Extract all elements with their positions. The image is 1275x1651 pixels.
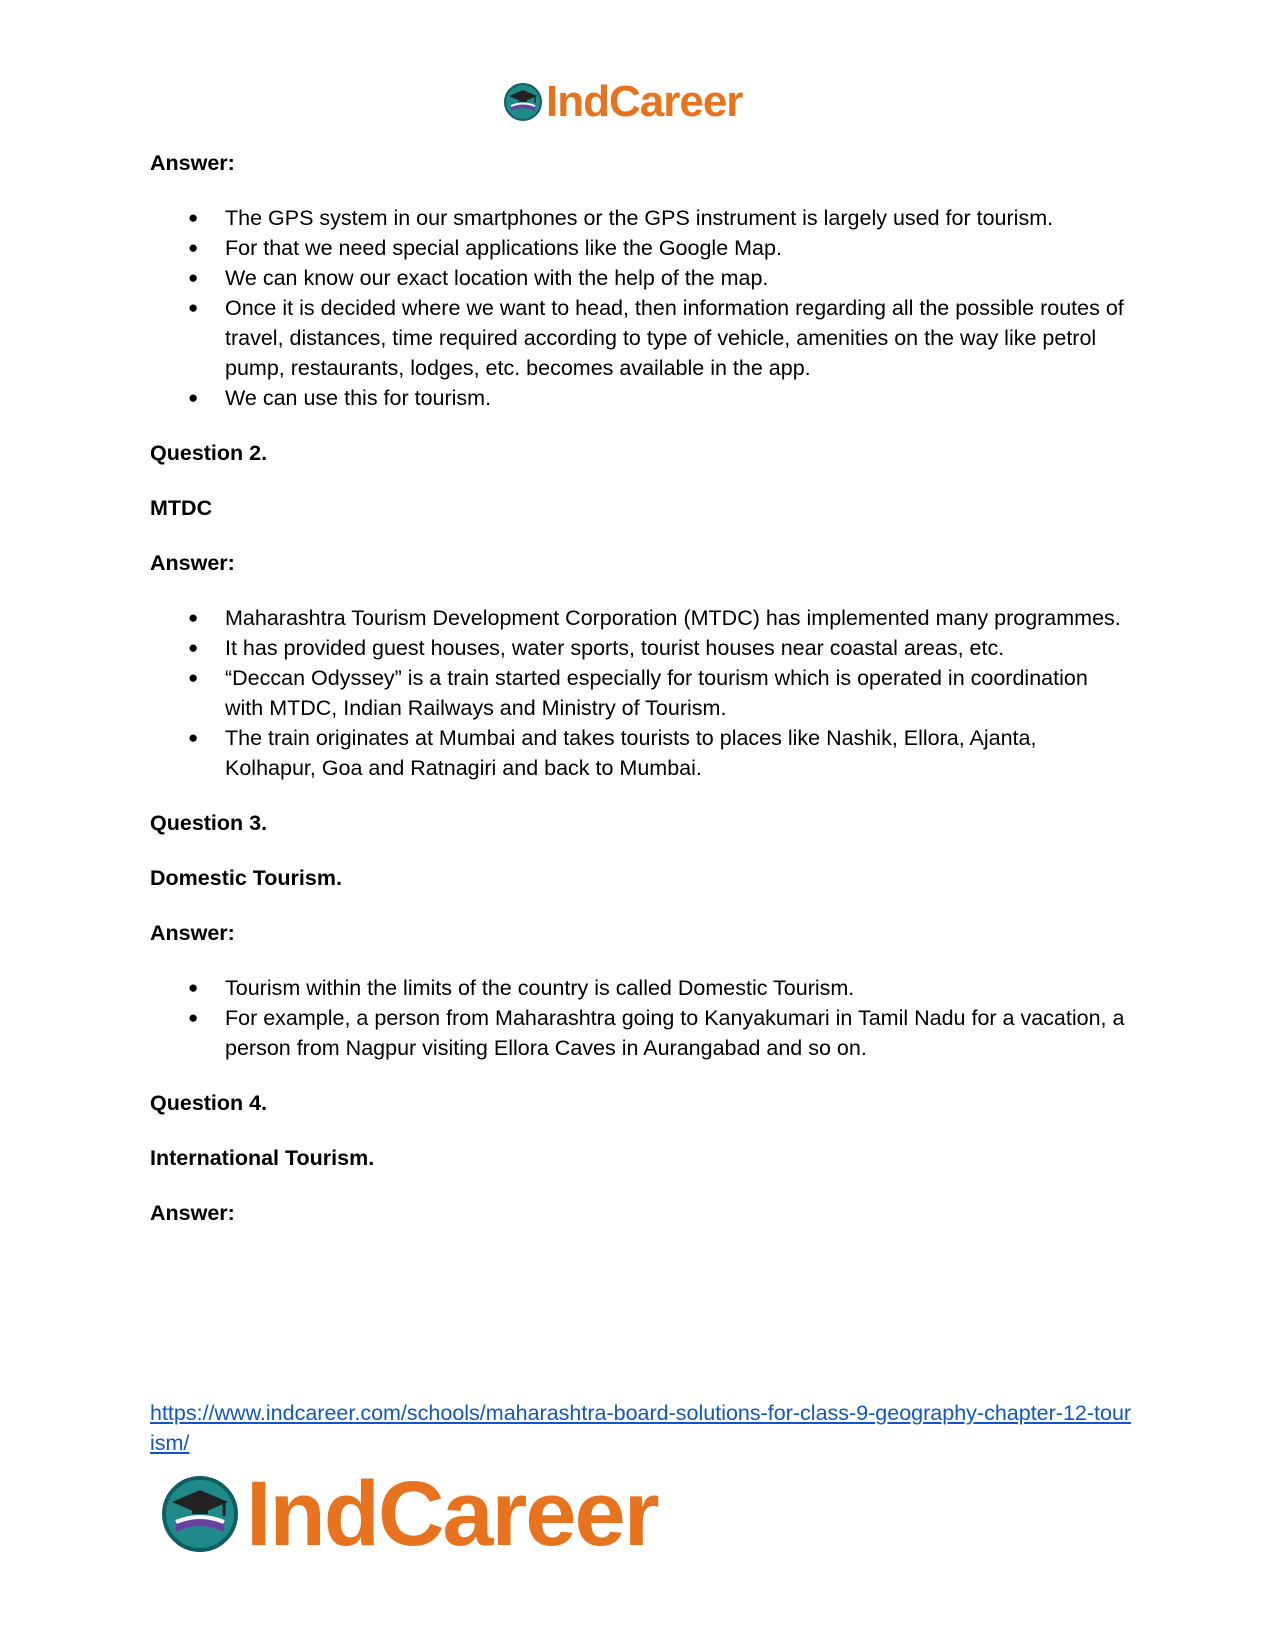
question-4-title: International Tourism. bbox=[150, 1146, 375, 1170]
list-item: ● “Deccan Odyssey” is a train started especially for tourism which is operated in coordination with MTDC, Indian Railways and Ministry of Tourism. bbox=[150, 663, 1130, 723]
question-3-title: Domestic Tourism. bbox=[150, 866, 342, 890]
list-item: ● It has provided guest houses, water sports, tourist houses near coastal areas, etc. bbox=[150, 633, 1130, 663]
answer-3-label: Answer: bbox=[150, 921, 235, 945]
answer-1-list bbox=[150, 203, 1130, 413]
list-item: ● We can use this for tourism. bbox=[150, 383, 1130, 413]
list-item: ● Tourism within the limits of the country is called Domestic Tourism. bbox=[150, 973, 1130, 1003]
question-3-label: Question 3. bbox=[150, 811, 268, 835]
document-body bbox=[150, 148, 1130, 1253]
list-item: ● The GPS system in our smartphones or the GPS instrument is largely used for tourism. bbox=[150, 203, 1130, 233]
graduation-book-icon bbox=[503, 82, 543, 122]
question-2-title: MTDC bbox=[150, 496, 213, 520]
answer-3-list bbox=[150, 973, 1130, 1063]
list-item: ● Maharashtra Tourism Development Corporation (MTDC) has implemented many programmes. bbox=[150, 603, 1130, 633]
list-item: ● For that we need special applications like the Google Map. bbox=[150, 233, 1130, 263]
answer-1-label: Answer: bbox=[150, 151, 235, 175]
logo-wordmark: IndCareer bbox=[546, 77, 743, 126]
question-4-label: Question 4. bbox=[150, 1091, 268, 1115]
answer-4-label: Answer: bbox=[150, 1201, 235, 1225]
answer-2-label: Answer: bbox=[150, 551, 235, 575]
list-item: ● The train originates at Mumbai and takes tourists to places like Nashik, Ellora, Ajanta, Kolhapur, Goa and Ratnagiri and back to Mumbai. bbox=[150, 723, 1130, 783]
logo-wordmark: IndCareer bbox=[246, 1463, 658, 1565]
footer-logo bbox=[160, 1463, 658, 1565]
answer-2-list bbox=[150, 603, 1130, 783]
list-item: ● We can know our exact location with the help of the map. bbox=[150, 263, 1130, 293]
question-2-label: Question 2. bbox=[150, 441, 268, 465]
graduation-book-icon bbox=[160, 1474, 240, 1554]
source-link[interactable]: https://www.indcareer.com/schools/maharashtra-board-solutions-for-class-9-geography-chapter-12-tourism/ bbox=[150, 1401, 1132, 1455]
list-item: ● For example, a person from Maharashtra going to Kanyakumari in Tamil Nadu for a vacation, a person from Nagpur visiting Ellora Caves in Aurangabad and so on. bbox=[150, 1003, 1130, 1063]
list-item: ● Once it is decided where we want to head, then information regarding all the possible routes of travel, distances, time required according to type of vehicle, amenities on the way like petrol pump, restaurants, lodges, etc. becomes available in the app. bbox=[150, 293, 1130, 383]
header-logo bbox=[503, 77, 743, 126]
